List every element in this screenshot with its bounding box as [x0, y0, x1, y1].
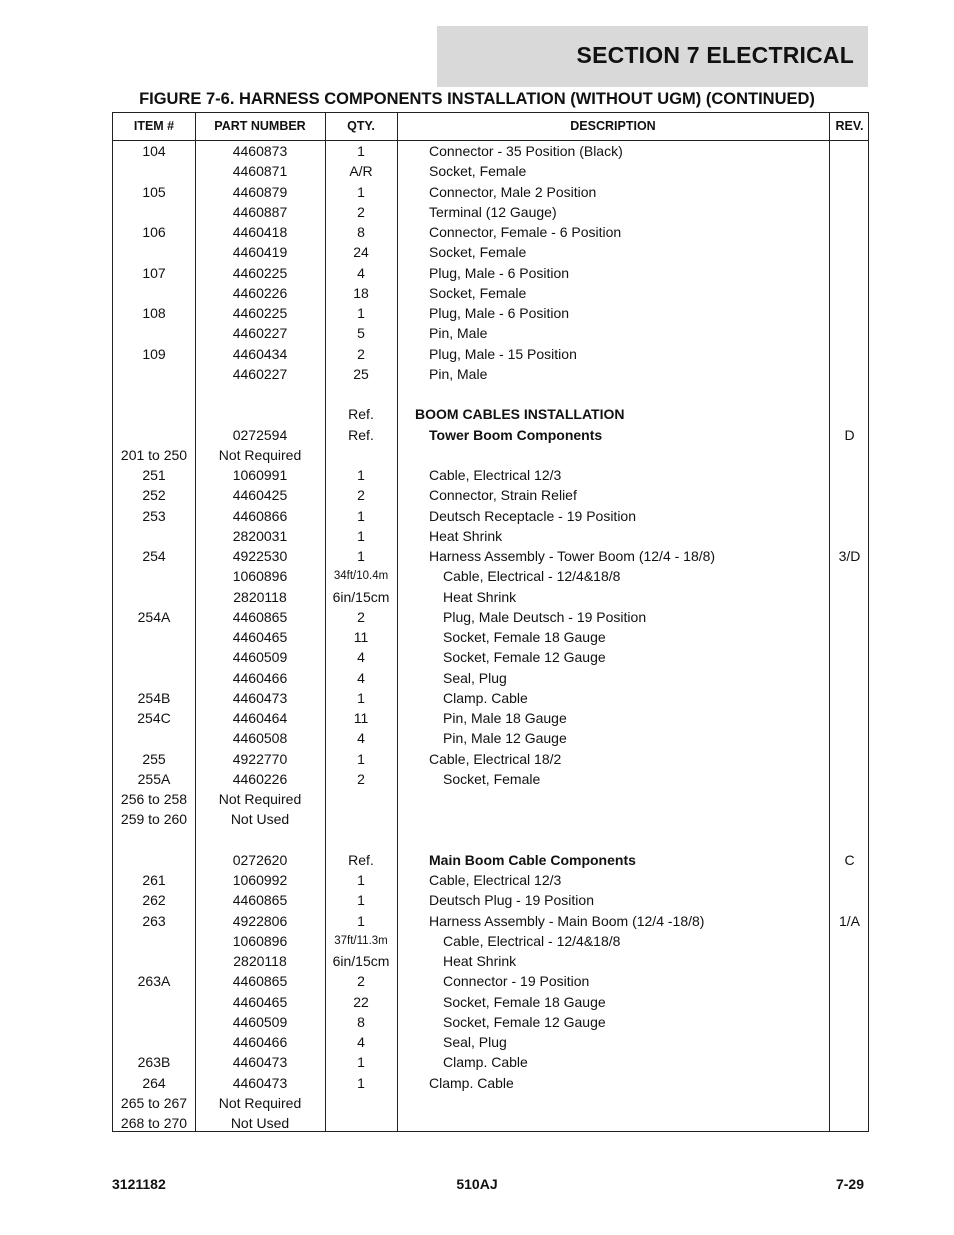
table-row: [113, 749, 868, 769]
table-row: [113, 526, 868, 546]
description: Connector, Male 2 Position: [429, 183, 597, 200]
description: Socket, Female: [429, 163, 527, 180]
part-number: 2820031: [232, 527, 288, 544]
description: Connector, Female - 6 Position: [429, 224, 622, 240]
quantity: 1: [357, 527, 365, 544]
quantity: 11: [353, 629, 369, 645]
part-number: 4922806: [232, 912, 288, 929]
table-row: [113, 1113, 868, 1133]
table-row: [113, 323, 868, 343]
item-number: 106: [142, 224, 166, 240]
header-description: DESCRIPTION: [570, 119, 656, 133]
quantity: 1: [357, 183, 365, 200]
description: Heat Shrink: [443, 953, 517, 969]
table-row: [113, 971, 868, 991]
table-row: [113, 911, 868, 931]
description: Heat Shrink: [443, 588, 517, 605]
part-number: 4460466: [232, 669, 288, 686]
description: Deutsch Receptacle - 19 Position: [429, 507, 636, 524]
item-number: 254B: [137, 689, 171, 706]
quantity: 2: [357, 770, 365, 787]
part-number: 4460865: [232, 608, 288, 625]
part-number: 4460865: [232, 973, 288, 990]
part-number: 2820118: [233, 588, 287, 605]
table-row: [113, 890, 868, 910]
table-row: [113, 566, 868, 586]
description: BOOM CABLES INSTALLATION: [415, 406, 625, 423]
part-number: 4460879: [232, 183, 288, 200]
part-number: 4460227: [232, 325, 288, 342]
item-number: 264: [142, 1074, 166, 1091]
header-qty: QTY.: [347, 119, 375, 133]
quantity: 2: [357, 487, 365, 504]
description: Socket, Female 18 Gauge: [443, 993, 606, 1010]
table-row: [113, 263, 868, 283]
quantity: 1: [357, 689, 365, 706]
description: Pin, Male: [429, 325, 488, 342]
table-row: [113, 688, 868, 708]
part-number: Not Required: [218, 446, 302, 463]
table-row: [113, 850, 868, 870]
quantity: 4: [357, 730, 365, 747]
part-number: 4922770: [232, 750, 288, 767]
part-number: 4460418: [232, 224, 288, 240]
revision: D: [844, 426, 855, 443]
part-number: 1060896: [232, 932, 288, 949]
item-number: 262: [142, 892, 166, 909]
parts-table: [112, 112, 869, 1132]
table-row: [113, 141, 868, 161]
quantity: 24: [353, 244, 369, 261]
part-number: 4460425: [232, 487, 288, 504]
description: Cable, Electrical 12/3: [429, 467, 562, 483]
part-number: 2820118: [233, 953, 287, 969]
table-row: [113, 242, 868, 262]
quantity: 1: [357, 467, 365, 483]
description: Socket, Female 12 Gauge: [443, 1013, 606, 1030]
description: Cable, Electrical - 12/4&18/8: [443, 932, 621, 949]
part-number: 1060992: [232, 872, 288, 888]
item-number: 263B: [137, 1054, 171, 1071]
part-number: 4460465: [232, 993, 288, 1010]
part-number: Not Required: [218, 791, 302, 807]
header-item: ITEM #: [133, 119, 175, 133]
item-number: 253: [142, 507, 166, 524]
footer-page-number: 7-29: [835, 1176, 864, 1192]
item-number: 252: [142, 487, 166, 504]
part-number: 4460873: [232, 143, 288, 159]
part-number: Not Used: [230, 1115, 290, 1131]
part-number: 4460434: [232, 345, 288, 362]
table-row: [113, 708, 868, 728]
table-row: [113, 870, 868, 890]
part-number: 4460225: [232, 305, 288, 321]
quantity: 5: [357, 325, 365, 342]
description: Socket, Female 12 Gauge: [443, 649, 606, 666]
quantity: 1: [357, 305, 365, 321]
table-row: [113, 931, 868, 951]
table-row: [113, 161, 868, 181]
table-row: [113, 1012, 868, 1032]
table-row: [113, 1093, 868, 1113]
quantity: 37ft/11.3m: [334, 934, 388, 947]
quantity: 22: [353, 993, 369, 1010]
item-number: 254: [142, 548, 166, 564]
item-number: 265 to 267: [120, 1094, 188, 1111]
description: Connector - 35 Position (Black): [429, 143, 623, 159]
table-row: [113, 546, 868, 566]
part-number: 4460419: [232, 244, 288, 261]
quantity: 8: [357, 1013, 365, 1030]
description: Deutsch Plug - 19 Position: [429, 892, 594, 909]
figure-title: FIGURE 7-6. HARNESS COMPONENTS INSTALLATION (WITHOUT UGM) (CONTINUED): [139, 90, 815, 108]
item-number: 201 to 250: [120, 446, 188, 463]
item-number: 105: [142, 183, 166, 200]
quantity: 2: [357, 203, 365, 220]
part-number: Not Used: [230, 811, 290, 828]
quantity: 34ft/10.4m: [333, 570, 389, 583]
item-number: 107: [142, 264, 166, 281]
part-number: 4460227: [232, 365, 288, 382]
description: Socket, Female 18 Gauge: [443, 629, 606, 645]
table-row: [113, 1032, 868, 1052]
table-row: [113, 992, 868, 1012]
description: Pin, Male 12 Gauge: [443, 730, 567, 747]
item-number: 259 to 260: [120, 811, 188, 828]
quantity: 8: [357, 224, 365, 240]
item-number: 263: [142, 912, 166, 929]
description: Tower Boom Components: [429, 426, 603, 443]
quantity: 2: [357, 973, 365, 990]
quantity: Ref.: [348, 851, 374, 868]
table-row: [113, 202, 868, 222]
description: Pin, Male 18 Gauge: [443, 710, 567, 726]
item-number: 263A: [137, 973, 171, 990]
quantity: 2: [357, 608, 365, 625]
part-number: 4460887: [232, 203, 288, 220]
table-row: [113, 384, 868, 404]
part-number: 4460226: [232, 284, 288, 301]
description: Pin, Male: [429, 365, 488, 382]
header-part-number: PART NUMBER: [214, 119, 306, 133]
item-number: 254C: [137, 710, 171, 726]
table-row: [113, 425, 868, 445]
part-number: 0272594: [232, 426, 288, 443]
quantity: 18: [353, 284, 369, 301]
part-number: 4460508: [232, 730, 288, 747]
part-number: 4460865: [232, 892, 288, 909]
item-number: 109: [142, 345, 166, 362]
part-number: 1060991: [232, 467, 288, 483]
description: Socket, Female: [443, 770, 541, 787]
quantity: 1: [357, 143, 365, 159]
table-body: [113, 141, 868, 1133]
table-header: [113, 113, 868, 141]
item-number: 261: [142, 872, 166, 888]
description: Clamp. Cable: [429, 1074, 514, 1091]
table-row: [113, 283, 868, 303]
part-number: Not Required: [218, 1094, 302, 1111]
table-row: [113, 809, 868, 829]
quantity: Ref.: [348, 406, 374, 423]
description: Plug, Male - 15 Position: [429, 345, 577, 362]
table-row: [113, 789, 868, 809]
revision: C: [844, 851, 855, 868]
footer-doc-number: 3121182: [112, 1176, 166, 1192]
description: Connector - 19 Position: [443, 973, 590, 990]
part-number: 0272620: [232, 851, 288, 868]
description: Seal, Plug: [443, 669, 507, 686]
description: Plug, Male - 6 Position: [429, 305, 570, 321]
item-number: 251: [142, 467, 166, 483]
item-number: 256 to 258: [120, 791, 188, 807]
description: Clamp. Cable: [443, 1054, 528, 1071]
quantity: A/R: [349, 163, 373, 180]
description: Terminal (12 Gauge): [429, 203, 557, 220]
section-banner: [437, 26, 868, 87]
section-title: SECTION 7 ELECTRICAL: [576, 42, 854, 68]
quantity: 11: [353, 710, 369, 726]
part-number: 4460866: [232, 507, 288, 524]
quantity: 1: [357, 507, 365, 524]
part-number: 4460226: [232, 770, 288, 787]
quantity: 1: [357, 750, 365, 767]
table-row: [113, 344, 868, 364]
part-number: 4460871: [232, 163, 288, 180]
description: Plug, Male Deutsch - 19 Position: [443, 608, 647, 625]
description: Socket, Female: [429, 244, 527, 261]
table-row: [113, 182, 868, 202]
part-number: 4460473: [232, 1074, 288, 1091]
table-row: [113, 607, 868, 627]
item-number: 255A: [137, 770, 171, 787]
quantity: 4: [357, 649, 365, 666]
table-row: [113, 769, 868, 789]
table-row: [113, 445, 868, 465]
quantity: 4: [357, 264, 365, 281]
description: Seal, Plug: [443, 1034, 507, 1050]
quantity: 1: [357, 872, 365, 888]
item-number: 254A: [137, 608, 171, 625]
description: Harness Assembly - Tower Boom (12/4 - 18/8): [429, 548, 716, 564]
footer-model: 510AJ: [456, 1176, 498, 1192]
revision: 1/A: [838, 912, 860, 929]
description: Main Boom Cable Components: [429, 851, 636, 868]
quantity: 1: [357, 1054, 365, 1071]
description: Clamp. Cable: [443, 689, 528, 706]
description: Heat Shrink: [429, 527, 503, 544]
table-row: [113, 465, 868, 485]
table-row: [113, 647, 868, 667]
table-row: [113, 364, 868, 384]
description: Cable, Electrical 18/2: [429, 750, 562, 767]
table-row: [113, 404, 868, 424]
quantity: 1: [357, 548, 365, 564]
part-number: 4460466: [232, 1034, 288, 1050]
quantity: 6in/15cm: [332, 588, 390, 605]
item-number: 255: [142, 750, 166, 767]
table-row: [113, 1073, 868, 1093]
description: Socket, Female: [429, 284, 527, 301]
part-number: 4460225: [232, 264, 288, 281]
table-row: [113, 303, 868, 323]
table-row: [113, 830, 868, 850]
part-number: 4460509: [232, 1013, 288, 1030]
header-rev: REV.: [835, 119, 864, 133]
part-number: 4460473: [232, 1054, 288, 1071]
table-row: [113, 506, 868, 526]
table-row: [113, 668, 868, 688]
description: Cable, Electrical 12/3: [429, 872, 562, 888]
table-row: [113, 627, 868, 647]
item-number: 268 to 270: [120, 1115, 188, 1131]
quantity: 1: [357, 1074, 365, 1091]
description: Plug, Male - 6 Position: [429, 264, 570, 281]
part-number: 4460509: [232, 649, 288, 666]
quantity: 2: [357, 345, 365, 362]
table-row: [113, 728, 868, 748]
quantity: 4: [357, 669, 365, 686]
item-number: 104: [142, 143, 166, 159]
table-row: [113, 587, 868, 607]
description: Connector, Strain Relief: [429, 487, 577, 504]
part-number: 4460465: [232, 629, 288, 645]
item-number: 108: [142, 305, 166, 321]
quantity: Ref.: [348, 426, 374, 443]
description: Harness Assembly - Main Boom (12/4 -18/8): [429, 912, 705, 929]
table-row: [113, 485, 868, 505]
table-row: [113, 1052, 868, 1072]
description: Cable, Electrical - 12/4&18/8: [443, 568, 621, 585]
revision: 3/D: [838, 548, 861, 564]
quantity: 4: [357, 1034, 365, 1050]
part-number: 4460464: [232, 710, 288, 726]
table-row: [113, 222, 868, 242]
part-number: 1060896: [232, 568, 288, 585]
table-row: [113, 951, 868, 971]
part-number: 4460473: [232, 689, 288, 706]
quantity: 1: [357, 892, 365, 909]
quantity: 25: [353, 365, 369, 382]
part-number: 4922530: [232, 548, 288, 564]
quantity: 6in/15cm: [332, 953, 390, 969]
quantity: 1: [357, 912, 365, 929]
